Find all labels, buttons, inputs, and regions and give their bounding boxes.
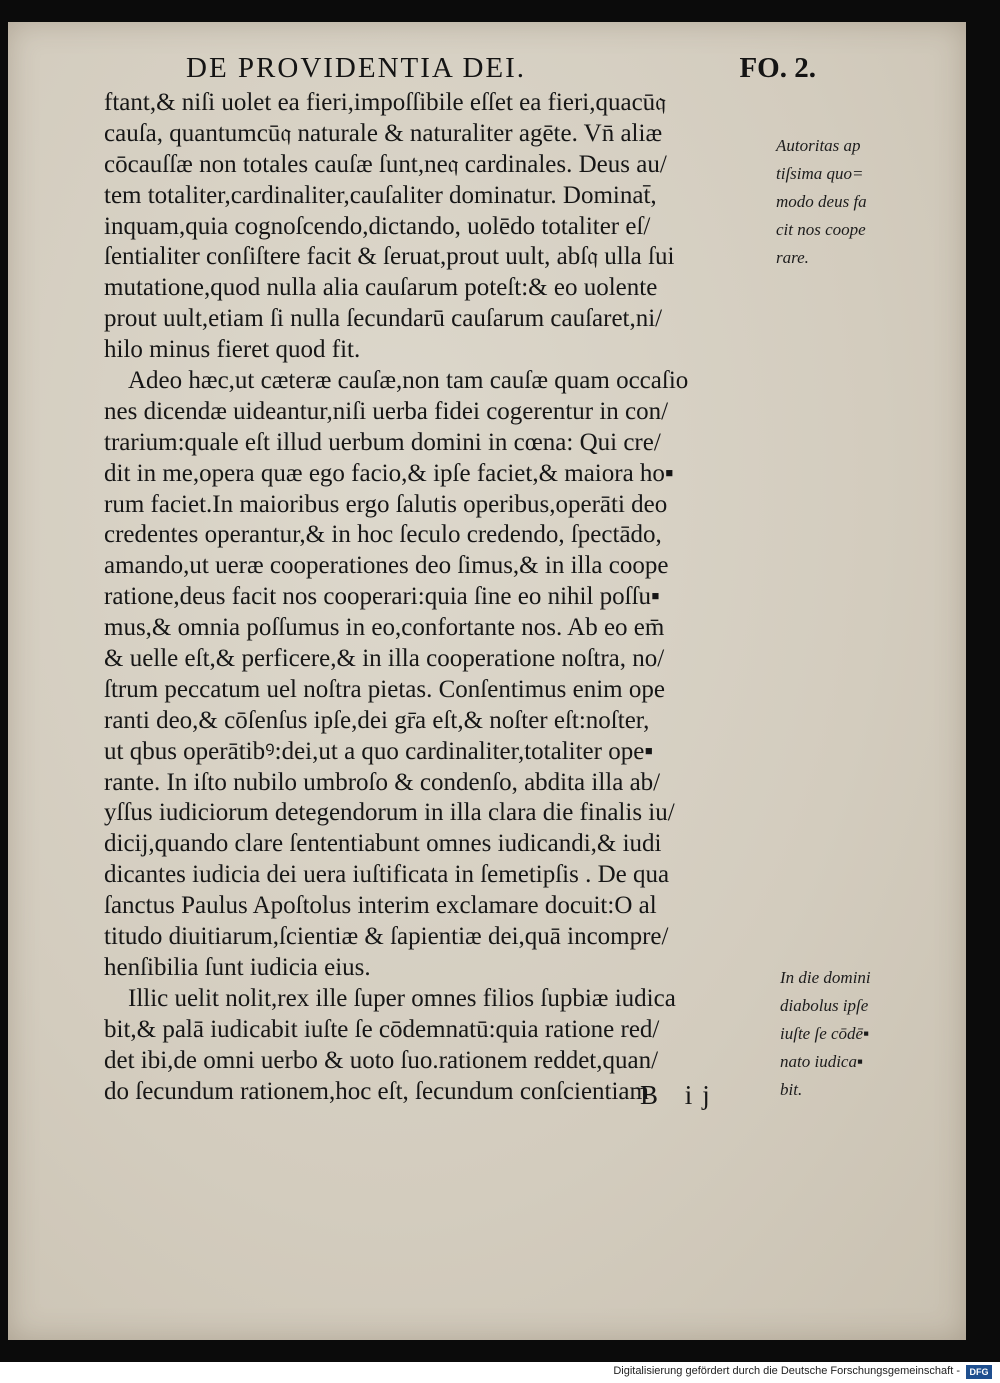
- margin-note-line: diabolus ipſe: [780, 996, 869, 1015]
- text-line: Adeo hæc,ut cæteræ cauſæ,non tam cauſæ quam occaſio: [128, 367, 689, 395]
- margin-note-line: bit.: [780, 1080, 803, 1099]
- margin-note-line: modo deus fa: [776, 192, 867, 211]
- text-line: Illic uelit nolit,rex ille ſuper omnes filios ſupbiæ iudica: [128, 984, 676, 1012]
- margin-note-line: cit nos coope: [776, 220, 866, 239]
- text-line: prout uult,etiam ſi nulla ſecundarū cauſarum cauſaret,ni/: [104, 305, 663, 333]
- margin-note-line: rare.: [776, 248, 809, 267]
- text-line: nes dicendæ uideantur,niſi uerba fidei cogerentur in con/: [104, 397, 669, 425]
- text-line: ſentialiter conſiſtere facit & ſeruat,prout uult, abſ𝔮 ulla ſui: [104, 243, 675, 271]
- text-line: amando,ut ueræ cooperationes deo ſimus,& in illa coope: [104, 552, 669, 580]
- text-line: ſanctus Paulus Apoſtolus interim exclamare docuit:O al: [104, 892, 657, 920]
- text-line: mus,& omnia poſſumus in eo,confortante nos. Ab eo em̄: [104, 614, 665, 642]
- text-line: henſibilia ſunt iudicia eius.: [104, 953, 371, 981]
- text-line: credentes operantur,& in hoc ſeculo credendo, ſpectādo,: [104, 521, 662, 549]
- text-line: do ſecundum rationem,hoc eſt, ſecundum conſcientiam: [104, 1077, 649, 1105]
- text-line: bit,& palā iudicabit iuſte ſe cōdemnatū:quia ratione red/: [104, 1015, 660, 1043]
- text-line: titudo diuitiarum,ſcientiæ & ſapientiæ dei,quā incompre/: [104, 923, 669, 951]
- text-line: yſſus iudiciorum detegendorum in illa clara die finalis iu/: [104, 799, 675, 827]
- text-line: & uelle eſt,& perficere,& in illa cooperatione noſtra, no/: [104, 645, 665, 673]
- text-line: cauſa, quantumcū𝔮 naturale & naturaliter agēte. Vn̄ aliæ: [104, 119, 663, 147]
- text-line: ranti deo,& cōſenſus ipſe,dei gr̄a eſt,& noſter eſt:noſter,: [104, 706, 650, 734]
- text-line: ut qbus operātibꝰ:dei,ut a quo cardinaliter,totaliter ope▪: [104, 737, 654, 765]
- text-line: trarium:quale eſt illud uerbum domini in cœna: Qui cre/: [104, 428, 661, 456]
- margin-note-line: iuſte ſe cōdē▪: [780, 1024, 870, 1043]
- text-line: dit in me,opera quæ ego facio,& ipſe faciet,& maiora ho▪: [104, 459, 674, 487]
- text-line: hilo minus fieret quod fit.: [104, 336, 361, 364]
- margin-note-in-die-domini: [780, 964, 871, 1104]
- main-text-block: [104, 88, 776, 1107]
- text-line: dicij,quando clare ſententiabunt omnes iudicandi,& iudi: [104, 830, 662, 858]
- text-line: rante. In iſto nubilo umbroſo & condenſo, abdita illa ab/: [104, 768, 661, 796]
- text-line: det ibi,de omni uerbo & uoto ſuo.rationem reddet,quan/: [104, 1046, 659, 1074]
- text-line: cōcauſſæ non totales cauſæ ſunt,ne𝔮 cardinales. Deus au/: [104, 150, 667, 178]
- margin-note-line: Autoritas ap: [776, 136, 861, 155]
- text-line: ſtrum peccatum uel noſtra pietas. Conſentimus enim ope: [104, 675, 665, 703]
- text-line: rum faciet.In maioribus ergo ſalutis operibus,operāti deo: [104, 490, 668, 518]
- margin-note-line: In die domini: [780, 968, 871, 987]
- text-line: tem totaliter,cardinaliter,cauſaliter dominatur. Dominat̄,: [104, 181, 657, 209]
- funding-credit: Digitalisierung gefördert durch die Deutsche Forschungsgemeinschaft -: [613, 1365, 960, 1377]
- running-title: DE PROVIDENTIA DEI.: [186, 52, 527, 84]
- margin-note-line: nato iudica▪: [780, 1052, 863, 1071]
- text-line: inquam,quia cognoſcendo,dictando, uolēdo totaliter eſ/: [104, 212, 651, 240]
- dfg-logo: DFG: [966, 1365, 992, 1379]
- margin-note-line: tiſsima quo=: [776, 164, 864, 183]
- page-header: [186, 52, 816, 86]
- text-line: ratione,deus facit nos cooperari:quia ſine eo nihil poſſu▪: [104, 583, 660, 611]
- text-line: mutatione,quod nulla alia cauſarum poteſt:& eo uolente: [104, 274, 658, 302]
- footer-bar: [0, 1362, 1000, 1383]
- margin-note-autoritas: [776, 132, 867, 272]
- folio-number: FO. 2.: [739, 52, 816, 84]
- text-line: dicantes iudicia dei uera iuſtificata in ſemetipſis . De qua: [104, 861, 670, 889]
- signature-mark: B ij: [640, 1080, 720, 1110]
- text-line: ftant,& niſi uolet ea fieri,impoſſibile eſſet ea fieri,quacū𝔮: [104, 89, 667, 116]
